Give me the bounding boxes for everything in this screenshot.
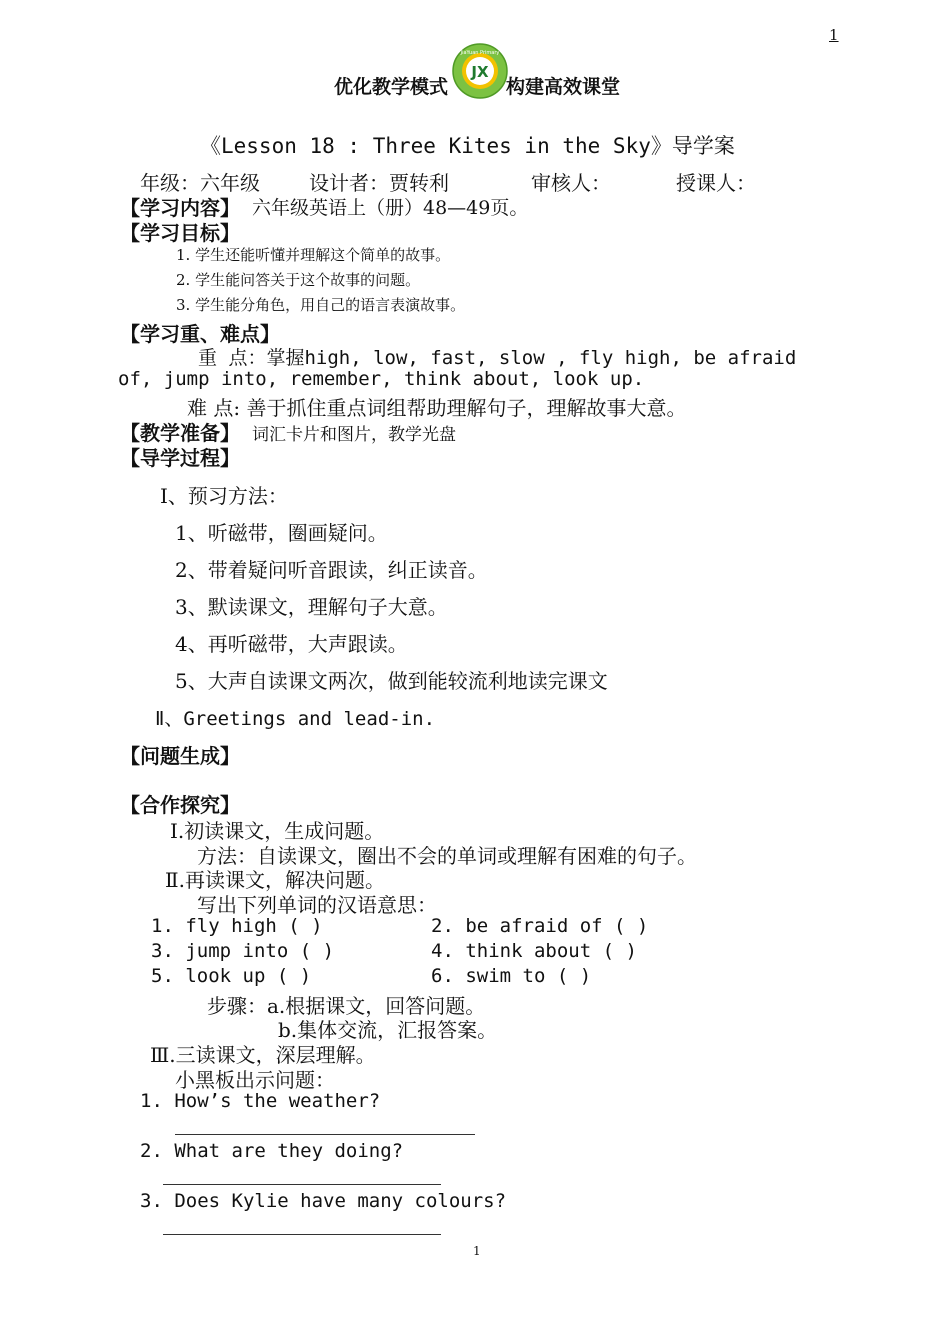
question-item: 3. Does Kylie have many colours? xyxy=(140,1190,507,1212)
prep-label: 【教学准备】 xyxy=(120,421,240,445)
process-section-1: Ⅰ、预习方法： xyxy=(160,484,288,508)
coop-label: 【合作探究】 xyxy=(120,793,240,817)
header-slogan-right: 构建高效课堂 xyxy=(506,76,621,98)
coop-section-3: Ⅲ.三读课文，深层理解。 xyxy=(150,1043,376,1067)
vocab-item: 2. be afraid of ( ) xyxy=(431,915,649,937)
coop-section-1-method: 方法：自读课文，圈出不会的单词或理解有困难的句子。 xyxy=(197,844,697,868)
coop-steps-b: b.集体交流，汇报答案。 xyxy=(278,1018,498,1042)
process-step: 3、默读课文，理解句子大意。 xyxy=(175,595,448,619)
svg-text:JX: JX xyxy=(471,63,489,81)
vocab-item: 3. jump into ( ) xyxy=(151,940,335,962)
coop-steps-a: 步骤：a.根据课文，回答问题。 xyxy=(207,994,486,1018)
process-step: 5、大声自读课文两次，做到能较流利地读完课文 xyxy=(175,669,608,693)
info-grade: 年级：六年级 xyxy=(140,171,260,195)
questions-label: 【问题生成】 xyxy=(120,744,240,768)
page-number-bottom: 1 xyxy=(473,1244,481,1258)
prep-text: 词汇卡片和图片，教学光盘 xyxy=(252,425,456,445)
vocab-item: 5. look up ( ) xyxy=(151,965,312,987)
content-text: 六年级英语上（册）48—49页。 xyxy=(252,197,529,219)
keypoints-label: 【学习重、难点】 xyxy=(120,322,280,346)
vocab-item: 6. swim to ( ) xyxy=(431,965,592,987)
info-reviewer: 审核人： xyxy=(531,171,611,195)
process-step: 2、带着疑问听音跟读，纠正读音。 xyxy=(175,558,488,582)
answer-line[interactable] xyxy=(163,1234,441,1235)
goal-item: 3. 学生能分角色，用自己的语言表演故事。 xyxy=(176,296,466,314)
page-title: 《Lesson 18 : Three Kites in the Sky》导学案 xyxy=(200,134,735,158)
coop-board-prompt: 小黑板出示问题： xyxy=(175,1068,335,1092)
page-number-top: 1 xyxy=(829,26,839,44)
process-step: 4、再听磁带，大声跟读。 xyxy=(175,632,408,656)
header-slogan-left: 优化教学模式 xyxy=(334,76,449,98)
svg-text:JiaYuan Primary: JiaYuan Primary xyxy=(460,50,500,56)
keypoints-difficulty: 难 点: 善于抓住重点词组帮助理解句子，理解故事大意。 xyxy=(187,396,687,420)
process-step: 1、听磁带，圈画疑问。 xyxy=(175,521,388,545)
goal-item: 1. 学生还能听懂并理解这个简单的故事。 xyxy=(176,246,451,264)
info-teacher: 授课人： xyxy=(676,171,756,195)
process-section-2: Ⅱ、Greetings and lead-in. xyxy=(155,708,436,730)
question-item: 2. What are they doing? xyxy=(140,1140,404,1162)
keypoints-focus-line2: of, jump into, remember, think about, look up. xyxy=(118,368,645,390)
content-label: 【学习内容】 xyxy=(120,196,240,220)
school-logo xyxy=(451,42,509,100)
process-label: 【导学过程】 xyxy=(120,446,240,470)
vocab-item: 1. fly high ( ) xyxy=(151,915,323,937)
answer-line[interactable] xyxy=(175,1134,475,1135)
coop-section-1: Ⅰ.初读课文，生成问题。 xyxy=(170,819,385,843)
answer-line[interactable] xyxy=(163,1184,441,1185)
question-item: 1. How’s the weather? xyxy=(140,1090,381,1112)
coop-section-2-task: 写出下列单词的汉语意思： xyxy=(197,893,437,917)
keypoints-focus-line1: 重 点：掌握high, low, fast, slow , fly high, be afraid xyxy=(198,347,797,369)
goals-label: 【学习目标】 xyxy=(120,221,240,245)
coop-section-2: Ⅱ.再读课文，解决问题。 xyxy=(165,868,385,892)
goal-item: 2. 学生能问答关于这个故事的问题。 xyxy=(176,271,421,289)
vocab-item: 4. think about ( ) xyxy=(431,940,637,962)
info-designer: 设计者：贾转利 xyxy=(309,171,449,195)
